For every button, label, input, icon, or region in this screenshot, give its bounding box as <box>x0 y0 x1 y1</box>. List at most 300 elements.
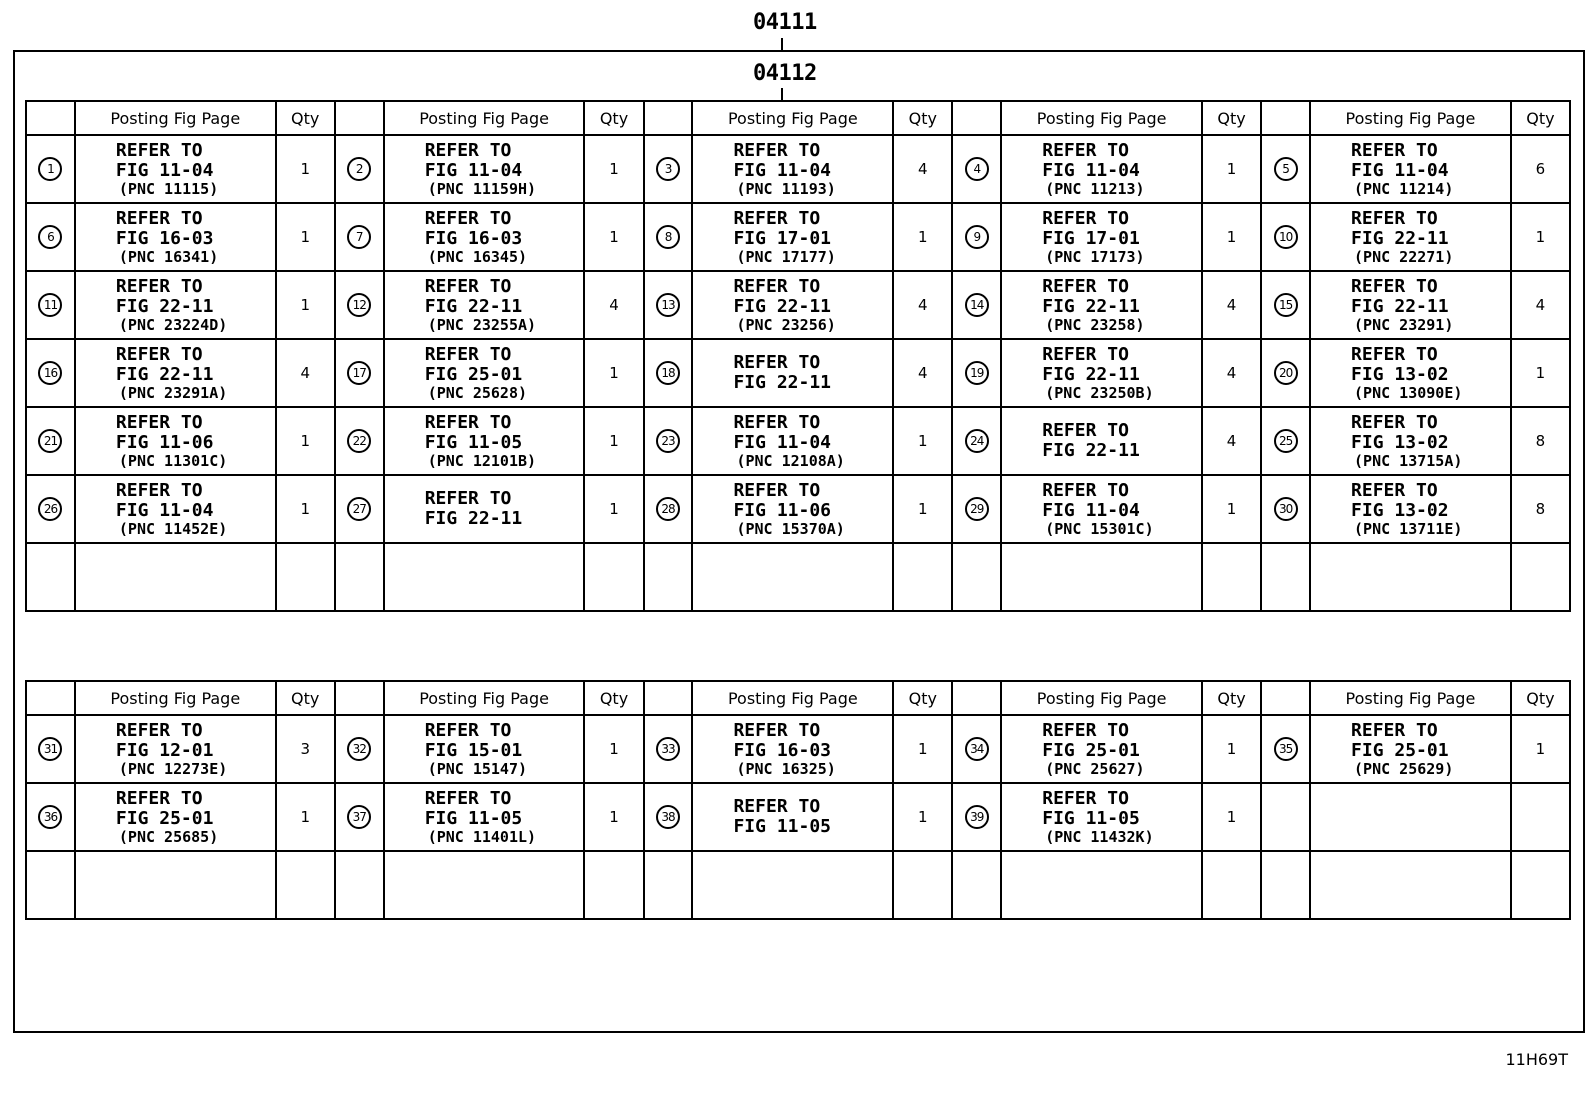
refer-to-text: REFER TO <box>424 719 512 741</box>
qty-cell: 4 <box>584 271 643 339</box>
fig-reference: FIG 22-11 <box>1042 440 1140 461</box>
refer-to-text: REFER TO <box>733 275 821 297</box>
posting-fig-page-cell <box>384 339 585 407</box>
fig-reference: FIG 22-11 <box>733 295 832 317</box>
circled-ref-number: 30 <box>1274 497 1298 521</box>
posting-fig-page-cell <box>692 475 893 543</box>
fig-reference: FIG 11-04 <box>733 159 832 181</box>
empty-cell <box>276 543 335 611</box>
empty-cell <box>1261 543 1310 611</box>
circled-ref-number: 32 <box>347 737 371 761</box>
circled-ref-number: 33 <box>656 737 680 761</box>
qty-cell: 1 <box>1202 783 1261 851</box>
header-row <box>26 681 1570 715</box>
fig-reference: FIG 13-02 <box>1351 363 1449 385</box>
pnc-code: (PNC 11452E) <box>118 519 228 538</box>
ref-number-cell <box>644 203 693 271</box>
qty-cell: 1 <box>1511 203 1570 271</box>
qty-cell: 4 <box>1511 271 1570 339</box>
header-posting-fig-page: Posting Fig Page <box>75 681 276 715</box>
fig-reference: FIG 11-06 <box>733 499 832 521</box>
header-posting-fig-page: Posting Fig Page <box>384 101 585 135</box>
ref-number-cell <box>1261 203 1310 271</box>
empty-cell <box>1202 851 1261 919</box>
refer-to-text: REFER TO <box>733 207 821 229</box>
pnc-code: (PNC 12273E) <box>118 759 228 778</box>
header-blank <box>26 101 75 135</box>
circled-ref-number: 20 <box>1274 361 1298 385</box>
ref-number-cell <box>1261 339 1310 407</box>
circled-ref-number: 34 <box>965 737 989 761</box>
table-row <box>26 203 1570 271</box>
pnc-code: (PNC 17173) <box>1045 247 1145 266</box>
fig-reference: FIG 11-05 <box>733 816 832 837</box>
empty-cell <box>26 851 75 919</box>
posting-fig-page-cell <box>384 271 585 339</box>
posting-fig-page-cell <box>692 339 893 407</box>
posting-fig-page-cell <box>692 715 893 783</box>
ref-number-cell <box>26 135 75 203</box>
refer-to-text: REFER TO <box>1351 343 1438 365</box>
refer-to-text: REFER TO <box>115 411 203 433</box>
empty-row <box>26 851 1570 919</box>
posting-fig-page-cell <box>384 783 585 851</box>
fig-reference: FIG 12-01 <box>115 739 214 761</box>
circled-ref-number: 35 <box>1274 737 1298 761</box>
ref-number-cell <box>1261 475 1310 543</box>
ref-number-cell <box>335 271 384 339</box>
ref-number-cell <box>644 135 693 203</box>
qty-cell: 4 <box>1202 407 1261 475</box>
empty-cell <box>335 851 384 919</box>
refer-to-text: REFER TO <box>1351 139 1438 161</box>
pnc-code: (PNC 15370A) <box>736 519 845 538</box>
pnc-code: (PNC 12108A) <box>736 451 845 470</box>
pnc-code: (PNC 17177) <box>736 247 836 266</box>
fig-reference: FIG 11-04 <box>115 159 214 181</box>
header-posting-fig-page: Posting Fig Page <box>75 101 276 135</box>
reference-table-2 <box>25 680 1571 920</box>
refer-to-text: REFER TO <box>1042 139 1129 161</box>
posting-fig-page-cell <box>1310 715 1511 783</box>
ref-number-cell <box>335 475 384 543</box>
ref-number-cell <box>952 203 1001 271</box>
ref-number-cell <box>26 475 75 543</box>
fig-reference: FIG 11-04 <box>1351 159 1449 181</box>
circled-ref-number: 23 <box>656 429 680 453</box>
fig-reference: FIG 25-01 <box>115 807 214 829</box>
ref-number-cell <box>1261 783 1310 851</box>
refer-to-text: REFER TO <box>1351 207 1438 229</box>
header-blank <box>335 681 384 715</box>
illustration-code: 11H69T <box>1505 1050 1568 1069</box>
pnc-code: (PNC 23224D) <box>118 315 228 334</box>
pnc-code: (PNC 11115) <box>118 179 219 198</box>
fig-reference: FIG 11-05 <box>424 431 523 453</box>
header-blank <box>335 101 384 135</box>
refer-to-text: REFER TO <box>1351 479 1438 501</box>
empty-cell <box>384 543 585 611</box>
empty-cell <box>893 543 952 611</box>
header-qty: Qty <box>1202 101 1261 135</box>
qty-cell: 4 <box>276 339 335 407</box>
label-04111: 04111 <box>753 10 817 35</box>
circled-ref-number: 27 <box>347 497 371 521</box>
posting-fig-page-cell <box>75 407 276 475</box>
reference-table-1 <box>25 100 1571 612</box>
qty-cell: 1 <box>584 339 643 407</box>
posting-fig-page-cell <box>1310 783 1511 851</box>
circled-ref-number: 18 <box>656 361 680 385</box>
posting-fig-page-cell <box>692 783 893 851</box>
ref-number-cell <box>952 715 1001 783</box>
empty-cell <box>1261 851 1310 919</box>
pnc-code: (PNC 11214) <box>1354 179 1454 198</box>
posting-fig-page-cell <box>692 271 893 339</box>
fig-reference: FIG 22-11 <box>1042 295 1140 317</box>
ref-number-cell <box>952 783 1001 851</box>
ref-number-cell <box>644 783 693 851</box>
qty-cell <box>1511 783 1570 851</box>
qty-cell: 1 <box>1511 339 1570 407</box>
fig-reference: FIG 25-01 <box>1042 739 1140 761</box>
header-qty: Qty <box>584 101 643 135</box>
circled-ref-number: 7 <box>347 225 371 249</box>
ref-number-cell <box>952 407 1001 475</box>
posting-fig-page-cell <box>1310 475 1511 543</box>
header-blank <box>644 681 693 715</box>
empty-cell <box>75 543 276 611</box>
ref-number-cell <box>26 715 75 783</box>
circled-ref-number: 15 <box>1274 293 1298 317</box>
qty-cell: 1 <box>584 407 643 475</box>
circled-ref-number: 8 <box>656 225 680 249</box>
table-row <box>26 715 1570 783</box>
qty-cell: 1 <box>1202 475 1261 543</box>
header-blank <box>26 681 75 715</box>
qty-cell: 3 <box>276 715 335 783</box>
refer-to-text: REFER TO <box>424 411 512 433</box>
posting-fig-page-cell <box>1310 203 1511 271</box>
empty-cell <box>1310 543 1511 611</box>
qty-cell: 1 <box>1511 715 1570 783</box>
ref-number-cell <box>335 203 384 271</box>
fig-reference: FIG 22-11 <box>424 508 523 529</box>
qty-cell: 8 <box>1511 407 1570 475</box>
qty-cell: 4 <box>893 271 952 339</box>
empty-cell <box>584 851 643 919</box>
posting-fig-page-cell <box>1001 783 1202 851</box>
table-row <box>26 339 1570 407</box>
fig-reference: FIG 16-03 <box>424 227 523 249</box>
posting-fig-page-cell <box>75 475 276 543</box>
fig-reference: FIG 11-04 <box>1042 159 1140 181</box>
circled-ref-number: 39 <box>965 805 989 829</box>
circled-ref-number: 14 <box>965 293 989 317</box>
ref-number-cell <box>26 339 75 407</box>
header-row <box>26 101 1570 135</box>
qty-cell: 1 <box>1202 715 1261 783</box>
empty-cell <box>384 851 585 919</box>
empty-row <box>26 543 1570 611</box>
refer-to-text: REFER TO <box>115 275 203 297</box>
header-blank <box>644 101 693 135</box>
posting-fig-page-cell <box>75 715 276 783</box>
qty-cell: 1 <box>1202 203 1261 271</box>
circled-ref-number: 13 <box>656 293 680 317</box>
pnc-code: (PNC 16325) <box>736 759 836 778</box>
posting-fig-page-cell <box>1001 339 1202 407</box>
ref-number-cell <box>1261 135 1310 203</box>
header-blank <box>1261 101 1310 135</box>
posting-fig-page-cell <box>1310 407 1511 475</box>
empty-cell <box>692 543 893 611</box>
table-row <box>26 475 1570 543</box>
ref-number-cell <box>26 271 75 339</box>
circled-ref-number: 29 <box>965 497 989 521</box>
refer-to-text: REFER TO <box>115 787 203 809</box>
ref-number-cell <box>952 339 1001 407</box>
circled-ref-number: 17 <box>347 361 371 385</box>
refer-to-text: REFER TO <box>1042 275 1129 297</box>
ref-number-cell <box>644 271 693 339</box>
empty-cell <box>1310 851 1511 919</box>
refer-to-text: REFER TO <box>1042 420 1129 442</box>
fig-reference: FIG 22-11 <box>1042 363 1140 385</box>
pnc-code: (PNC 13715A) <box>1354 451 1463 470</box>
empty-cell <box>893 851 952 919</box>
header-blank <box>1261 681 1310 715</box>
empty-cell <box>1001 543 1202 611</box>
posting-fig-page-cell <box>1001 475 1202 543</box>
posting-fig-page-cell <box>75 203 276 271</box>
fig-reference: FIG 11-06 <box>115 431 214 453</box>
pnc-code: (PNC 25685) <box>118 827 219 846</box>
empty-cell <box>276 851 335 919</box>
qty-cell: 1 <box>276 475 335 543</box>
ref-number-cell <box>26 783 75 851</box>
header-qty: Qty <box>1202 681 1261 715</box>
pnc-code: (PNC 13090E) <box>1354 383 1463 402</box>
refer-to-text: REFER TO <box>1042 479 1129 501</box>
refer-to-text: REFER TO <box>424 488 512 510</box>
refer-to-text: REFER TO <box>1042 719 1129 741</box>
qty-cell: 4 <box>1202 339 1261 407</box>
ref-number-cell <box>335 339 384 407</box>
posting-fig-page-cell <box>1001 135 1202 203</box>
qty-cell: 1 <box>893 407 952 475</box>
posting-fig-page-cell <box>75 135 276 203</box>
fig-reference: FIG 25-01 <box>424 363 523 385</box>
fig-reference: FIG 11-04 <box>424 159 523 181</box>
empty-cell <box>952 851 1001 919</box>
posting-fig-page-cell <box>1310 271 1511 339</box>
circled-ref-number: 4 <box>965 157 989 181</box>
qty-cell: 1 <box>584 203 643 271</box>
circled-ref-number: 12 <box>347 293 371 317</box>
qty-cell: 4 <box>893 339 952 407</box>
circled-ref-number: 28 <box>656 497 680 521</box>
posting-fig-page-cell <box>75 783 276 851</box>
ref-number-cell <box>335 783 384 851</box>
refer-to-text: REFER TO <box>115 719 203 741</box>
refer-to-text: REFER TO <box>424 787 512 809</box>
header-posting-fig-page: Posting Fig Page <box>1001 101 1202 135</box>
qty-cell: 1 <box>276 203 335 271</box>
header-qty: Qty <box>893 681 952 715</box>
posting-fig-page-cell <box>384 407 585 475</box>
header-qty: Qty <box>1511 681 1570 715</box>
circled-ref-number: 6 <box>38 225 62 249</box>
pnc-code: (PNC 11401L) <box>427 827 537 846</box>
qty-cell: 1 <box>276 407 335 475</box>
table-row <box>26 783 1570 851</box>
circled-ref-number: 10 <box>1274 225 1298 249</box>
circled-ref-number: 11 <box>38 293 62 317</box>
empty-cell <box>692 851 893 919</box>
qty-cell: 1 <box>584 715 643 783</box>
circled-ref-number: 16 <box>38 361 62 385</box>
refer-to-text: REFER TO <box>733 352 821 374</box>
posting-fig-page-cell <box>384 203 585 271</box>
circled-ref-number: 24 <box>965 429 989 453</box>
refer-to-text: REFER TO <box>1351 411 1438 433</box>
pnc-code: (PNC 23250B) <box>1045 383 1154 402</box>
pnc-code: (PNC 11301C) <box>118 451 228 470</box>
fig-reference: FIG 11-04 <box>1042 499 1140 521</box>
posting-fig-page-cell <box>75 271 276 339</box>
ref-number-cell <box>335 135 384 203</box>
header-posting-fig-page: Posting Fig Page <box>384 681 585 715</box>
qty-cell: 1 <box>584 135 643 203</box>
header-qty: Qty <box>893 101 952 135</box>
qty-cell: 1 <box>893 715 952 783</box>
pnc-code: (PNC 23258) <box>1045 315 1145 334</box>
posting-fig-page-cell <box>384 475 585 543</box>
qty-cell: 1 <box>893 783 952 851</box>
qty-cell: 1 <box>1202 135 1261 203</box>
table-row <box>26 407 1570 475</box>
pnc-code: (PNC 13711E) <box>1354 519 1463 538</box>
pnc-code: (PNC 25627) <box>1045 759 1145 778</box>
circled-ref-number: 5 <box>1274 157 1298 181</box>
qty-cell: 6 <box>1511 135 1570 203</box>
refer-to-text: REFER TO <box>1042 343 1129 365</box>
posting-fig-page-cell <box>1001 203 1202 271</box>
circled-ref-number: 9 <box>965 225 989 249</box>
fig-reference: FIG 17-01 <box>733 227 832 249</box>
empty-cell <box>1202 543 1261 611</box>
refer-to-text: REFER TO <box>1042 207 1129 229</box>
fig-reference: FIG 16-03 <box>733 739 832 761</box>
pnc-code: (PNC 23255A) <box>427 315 537 334</box>
fig-reference: FIG 22-11 <box>1351 227 1449 249</box>
circled-ref-number: 25 <box>1274 429 1298 453</box>
posting-fig-page-cell <box>1001 271 1202 339</box>
qty-cell: 8 <box>1511 475 1570 543</box>
pnc-code: (PNC 12101B) <box>427 451 537 470</box>
refer-to-text: REFER TO <box>115 479 203 501</box>
header-qty: Qty <box>584 681 643 715</box>
header-qty: Qty <box>276 681 335 715</box>
circled-ref-number: 31 <box>38 737 62 761</box>
qty-cell: 1 <box>276 135 335 203</box>
empty-cell <box>1511 543 1570 611</box>
fig-reference: FIG 17-01 <box>1042 227 1140 249</box>
qty-cell: 1 <box>276 783 335 851</box>
posting-fig-page-cell <box>1310 339 1511 407</box>
pnc-code: (PNC 23256) <box>736 315 836 334</box>
ref-number-cell <box>644 715 693 783</box>
circled-ref-number: 36 <box>38 805 62 829</box>
qty-cell: 4 <box>893 135 952 203</box>
fig-reference: FIG 22-11 <box>1351 295 1449 317</box>
refer-to-text: REFER TO <box>733 411 821 433</box>
circled-ref-number: 37 <box>347 805 371 829</box>
pnc-code: (PNC 11193) <box>736 179 836 198</box>
pnc-code: (PNC 15147) <box>427 759 528 778</box>
refer-to-text: REFER TO <box>115 139 203 161</box>
posting-fig-page-cell <box>384 715 585 783</box>
fig-reference: FIG 11-04 <box>733 431 832 453</box>
refer-to-text: REFER TO <box>115 207 203 229</box>
qty-cell: 1 <box>584 783 643 851</box>
refer-to-text: REFER TO <box>424 343 512 365</box>
header-qty: Qty <box>276 101 335 135</box>
pnc-code: (PNC 11432K) <box>1045 827 1154 846</box>
pnc-code: (PNC 22271) <box>1354 247 1454 266</box>
qty-cell: 1 <box>584 475 643 543</box>
ref-number-cell <box>644 339 693 407</box>
empty-cell <box>75 851 276 919</box>
ref-number-cell <box>335 715 384 783</box>
empty-cell <box>335 543 384 611</box>
ref-number-cell <box>644 407 693 475</box>
fig-reference: FIG 13-02 <box>1351 499 1449 521</box>
circled-ref-number: 2 <box>347 157 371 181</box>
empty-cell <box>644 851 693 919</box>
fig-reference: FIG 11-05 <box>424 807 523 829</box>
posting-fig-page-cell <box>384 135 585 203</box>
header-blank <box>952 101 1001 135</box>
refer-to-text: REFER TO <box>733 139 821 161</box>
pnc-code: (PNC 16345) <box>427 247 528 266</box>
circled-ref-number: 22 <box>347 429 371 453</box>
circled-ref-number: 3 <box>656 157 680 181</box>
empty-cell <box>26 543 75 611</box>
fig-reference: FIG 22-11 <box>424 295 523 317</box>
header-posting-fig-page: Posting Fig Page <box>1310 681 1511 715</box>
refer-to-text: REFER TO <box>424 207 512 229</box>
fig-reference: FIG 16-03 <box>115 227 214 249</box>
refer-to-text: REFER TO <box>1351 719 1438 741</box>
fig-reference: FIG 15-01 <box>424 739 523 761</box>
header-posting-fig-page: Posting Fig Page <box>692 101 893 135</box>
fig-reference: FIG 22-11 <box>115 363 214 385</box>
posting-fig-page-cell <box>75 339 276 407</box>
pnc-code: (PNC 11213) <box>1045 179 1145 198</box>
circled-ref-number: 26 <box>38 497 62 521</box>
fig-reference: FIG 11-04 <box>115 499 214 521</box>
pnc-code: (PNC 16341) <box>118 247 219 266</box>
posting-fig-page-cell <box>1310 135 1511 203</box>
ref-number-cell <box>644 475 693 543</box>
ref-number-cell <box>952 475 1001 543</box>
circled-ref-number: 38 <box>656 805 680 829</box>
refer-to-text: REFER TO <box>424 139 512 161</box>
ref-number-cell <box>1261 407 1310 475</box>
ref-number-cell <box>952 135 1001 203</box>
